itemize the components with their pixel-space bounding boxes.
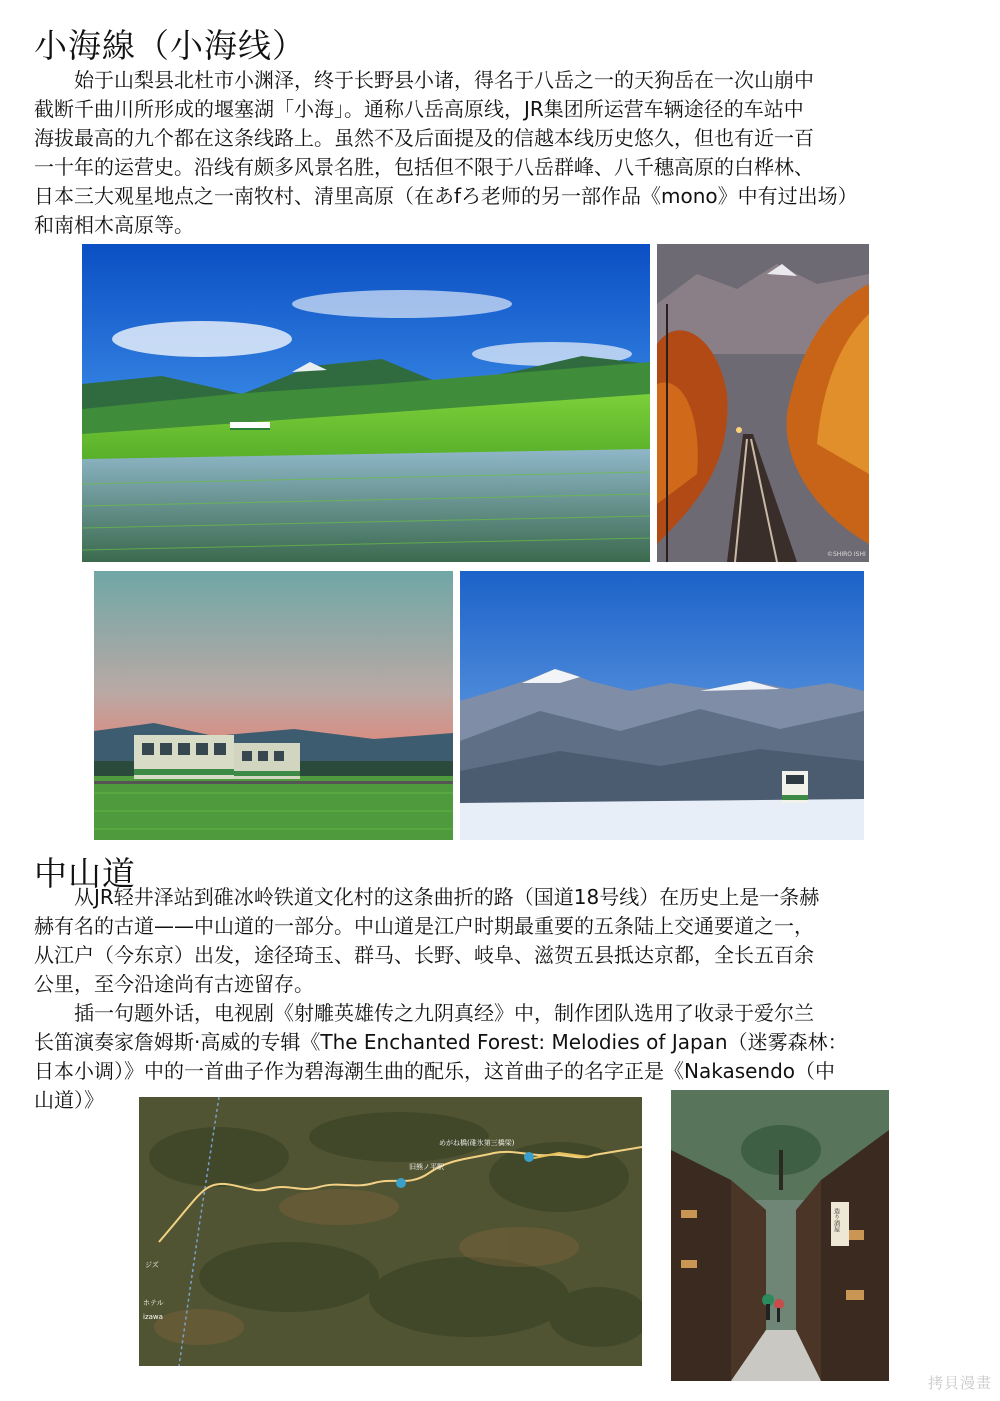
map-label: めがね橋(碓氷第三橋梁) [439,1139,515,1147]
photo-snow-mountains [460,571,864,840]
text-line: 公里，至今沿途尚有古迹留存。 [34,972,314,996]
text-line: 赫有名的古道——中山道的一部分。中山道是江户时期最重要的五条陆上交通要道之一， [34,914,814,938]
photo-autumn-railway [657,244,869,562]
text-line: 日本小调）》中的一首曲子作为碧海潮生曲的配乐，这首曲子的名字正是《Nakasendo（中 [34,1059,836,1083]
section-title-nakasendo: 中山道 [34,854,136,893]
text-line: 从JR轻井泽站到碓冰岭铁道文化村的这条曲折的路（国道18号线）在历史上是一条赫 [74,885,820,909]
text-line: 长笛演奏家詹姆斯·高威的专辑《The Enchanted Forest: Melodies of Japan（迷雾森林： [34,1030,848,1054]
map-label: ジズ [145,1261,159,1269]
paragraph-koumi [34,66,969,240]
photo-post-town-street [671,1090,889,1381]
text-line: 从江户（今东京）出发，途径琦玉、群马、长野、岐阜、滋贺五县抵达京都，全长五百余 [34,943,814,967]
photo-train-rice-field [82,244,650,562]
map-label: izawa [143,1313,163,1321]
text-line: 海拔最高的九个都在这条线路上。虽然不及后面提及的信越本线历史悠久，但也有近一百 [34,126,814,150]
text-line: 日本三大观星地点之一南牧村、清里高原（在あfろ老师的另一部作品《mono》中有过出场） [34,184,858,208]
photo-satellite-map [139,1097,642,1366]
shop-sign: 造り酒屋 [832,1208,840,1232]
text-line: 和南相木高原等。 [34,213,194,237]
section-title-koumi: 小海線（小海线） [34,26,306,65]
map-label: ホテル [143,1299,164,1307]
text-line: 插一句题外话，电视剧《射雕英雄传之九阴真经》中，制作团队选用了收录于爱尔兰 [74,1001,814,1025]
map-label: 旧熊ノ平駅 [409,1163,444,1171]
paragraph-nakasendo [34,883,969,1115]
photo-train-sunset [94,571,453,840]
text-line: 山道）》 [34,1088,104,1112]
photo-credit: ©SHIRO ISHI [827,551,866,558]
text-line: 始于山梨县北杜市小渊泽，终于长野县小诸，得名于八岳之一的天狗岳在一次山崩中 [74,68,814,92]
text-line: 截断千曲川所形成的堰塞湖「小海」。通称八岳高原线，JR集团所运营车辆途径的车站中 [34,97,804,121]
watermark: 拷貝漫畫 [927,1374,992,1392]
text-line: 一十年的运营史。沿线有颇多风景名胜，包括但不限于八岳群峰、八千穗高原的白桦林、 [34,155,814,179]
